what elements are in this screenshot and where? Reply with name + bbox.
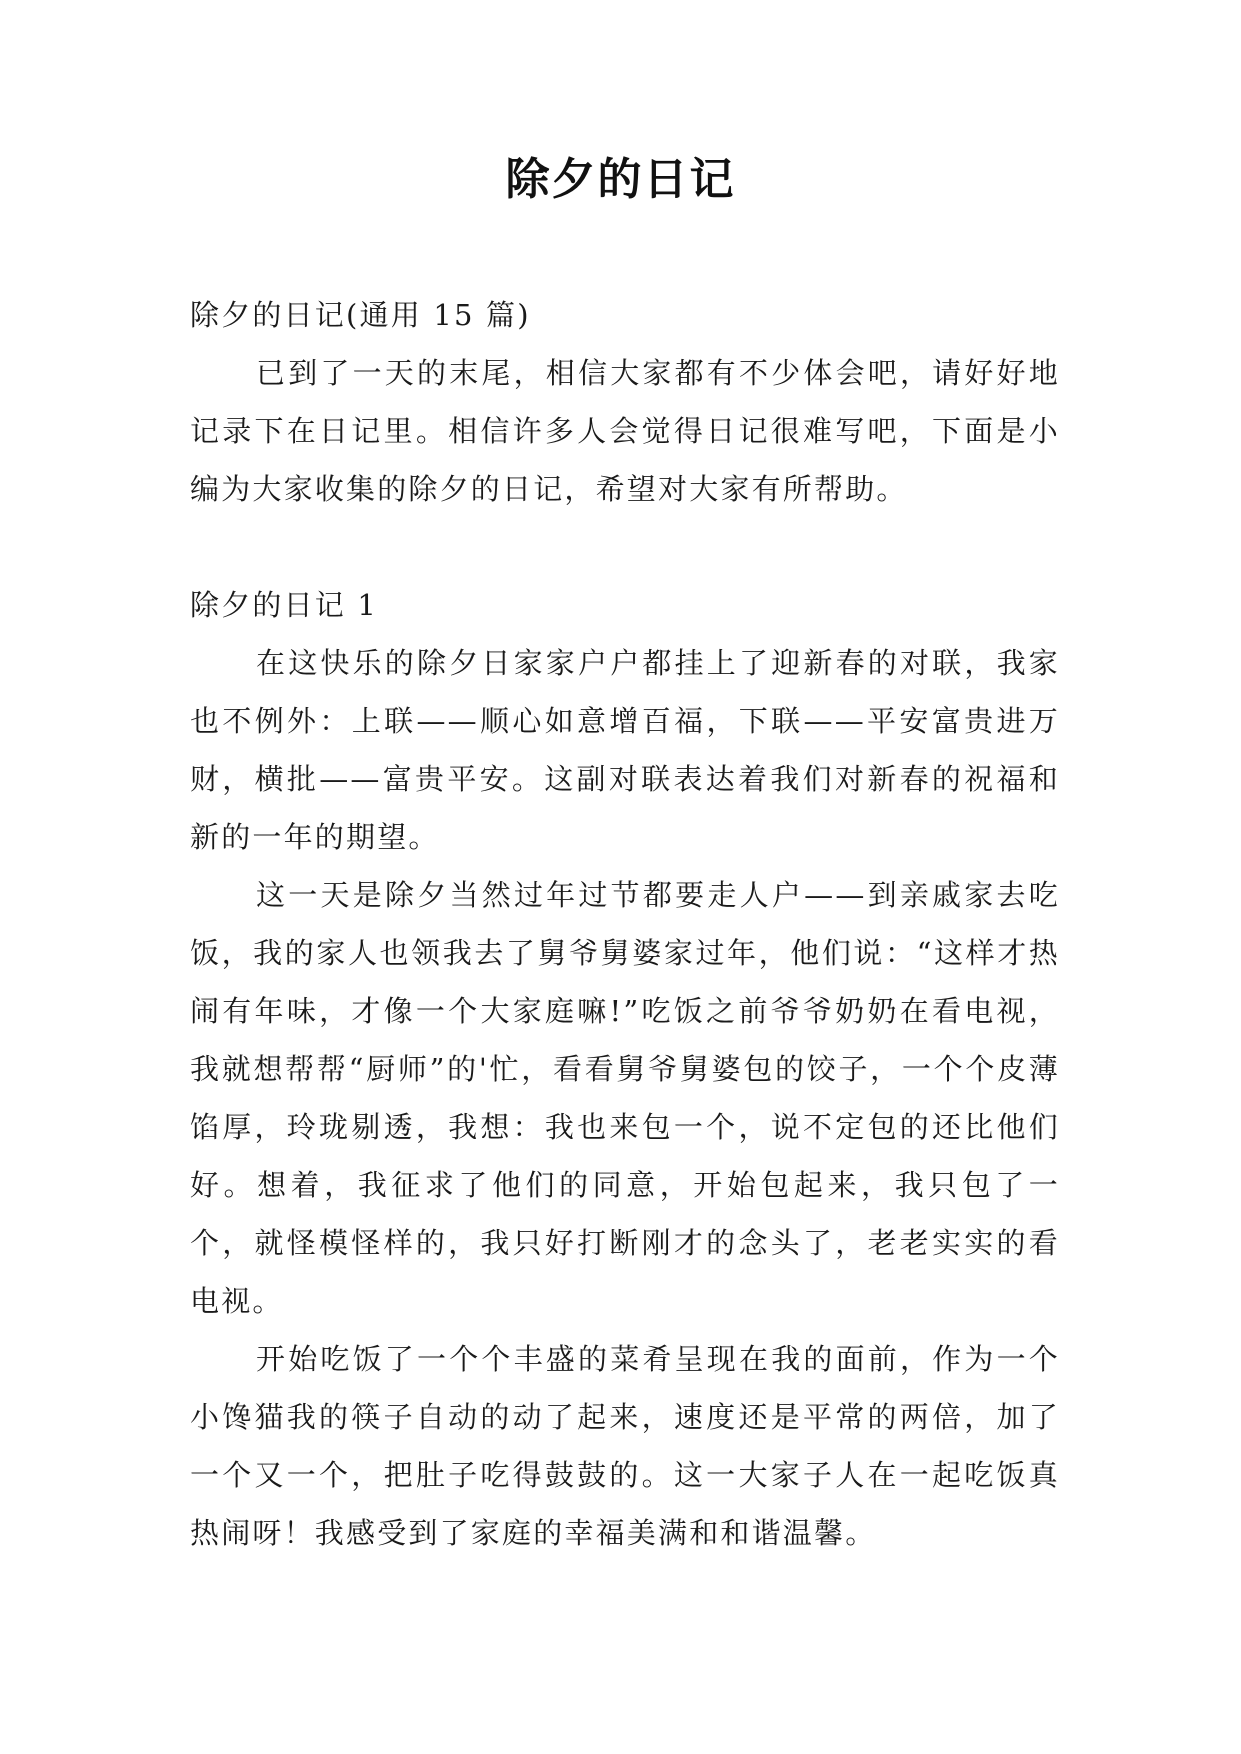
section-gap [190, 518, 1060, 576]
body-paragraph: 开始吃饭了一个个丰盛的菜肴呈现在我的面前，作为一个小馋猫我的筷子自动的动了起来，速度还是平常的两倍，加了一个又一个，把肚子吃得鼓鼓的。这一大家子人在一起吃饭真热闹呀！我感受到了家庭的幸福美满和和谐温馨。 [190, 1342, 1060, 1550]
intro-paragraph: 已到了一天的末尾，相信大家都有不少体会吧，请好好地记录下在日记里。相信许多人会觉得日记很难写吧，下面是小编为大家收集的除夕的日记，希望对大家有所帮助。 [190, 356, 1060, 506]
document-title: 除夕的日记 [505, 154, 736, 205]
document-body [190, 286, 1060, 1562]
body-paragraph: 这一天是除夕当然过年过节都要走人户——到亲戚家去吃饭，我的家人也领我去了舅爷舅婆家过年，他们说：“这样才热闹有年味，才像一个大家庭嘛!”吃饭之前爷爷奶奶在看电视，我就想帮帮“厨师”的'忙，看看舅爷舅婆包的饺子，一个个皮薄馅厚，玲珑剔透，我想：我也来包一个，说不定包的还比他们好。想着，我征求了他们的同意，开始包起来，我只包了一个，就怪模怪样的，我只好打断刚才的念头了，老老实实的看电视。 [190, 878, 1060, 1318]
section-heading: 除夕的日记 1 [190, 588, 379, 622]
document-subtitle: 除夕的日记(通用 15 篇) [190, 298, 531, 332]
body-paragraph: 在这快乐的除夕日家家户户都挂上了迎新春的对联，我家也不例外：上联——顺心如意增百福，下联——平安富贵进万财，横批——富贵平安。这副对联表达着我们对新春的祝福和新的一年的期望。 [190, 646, 1060, 854]
